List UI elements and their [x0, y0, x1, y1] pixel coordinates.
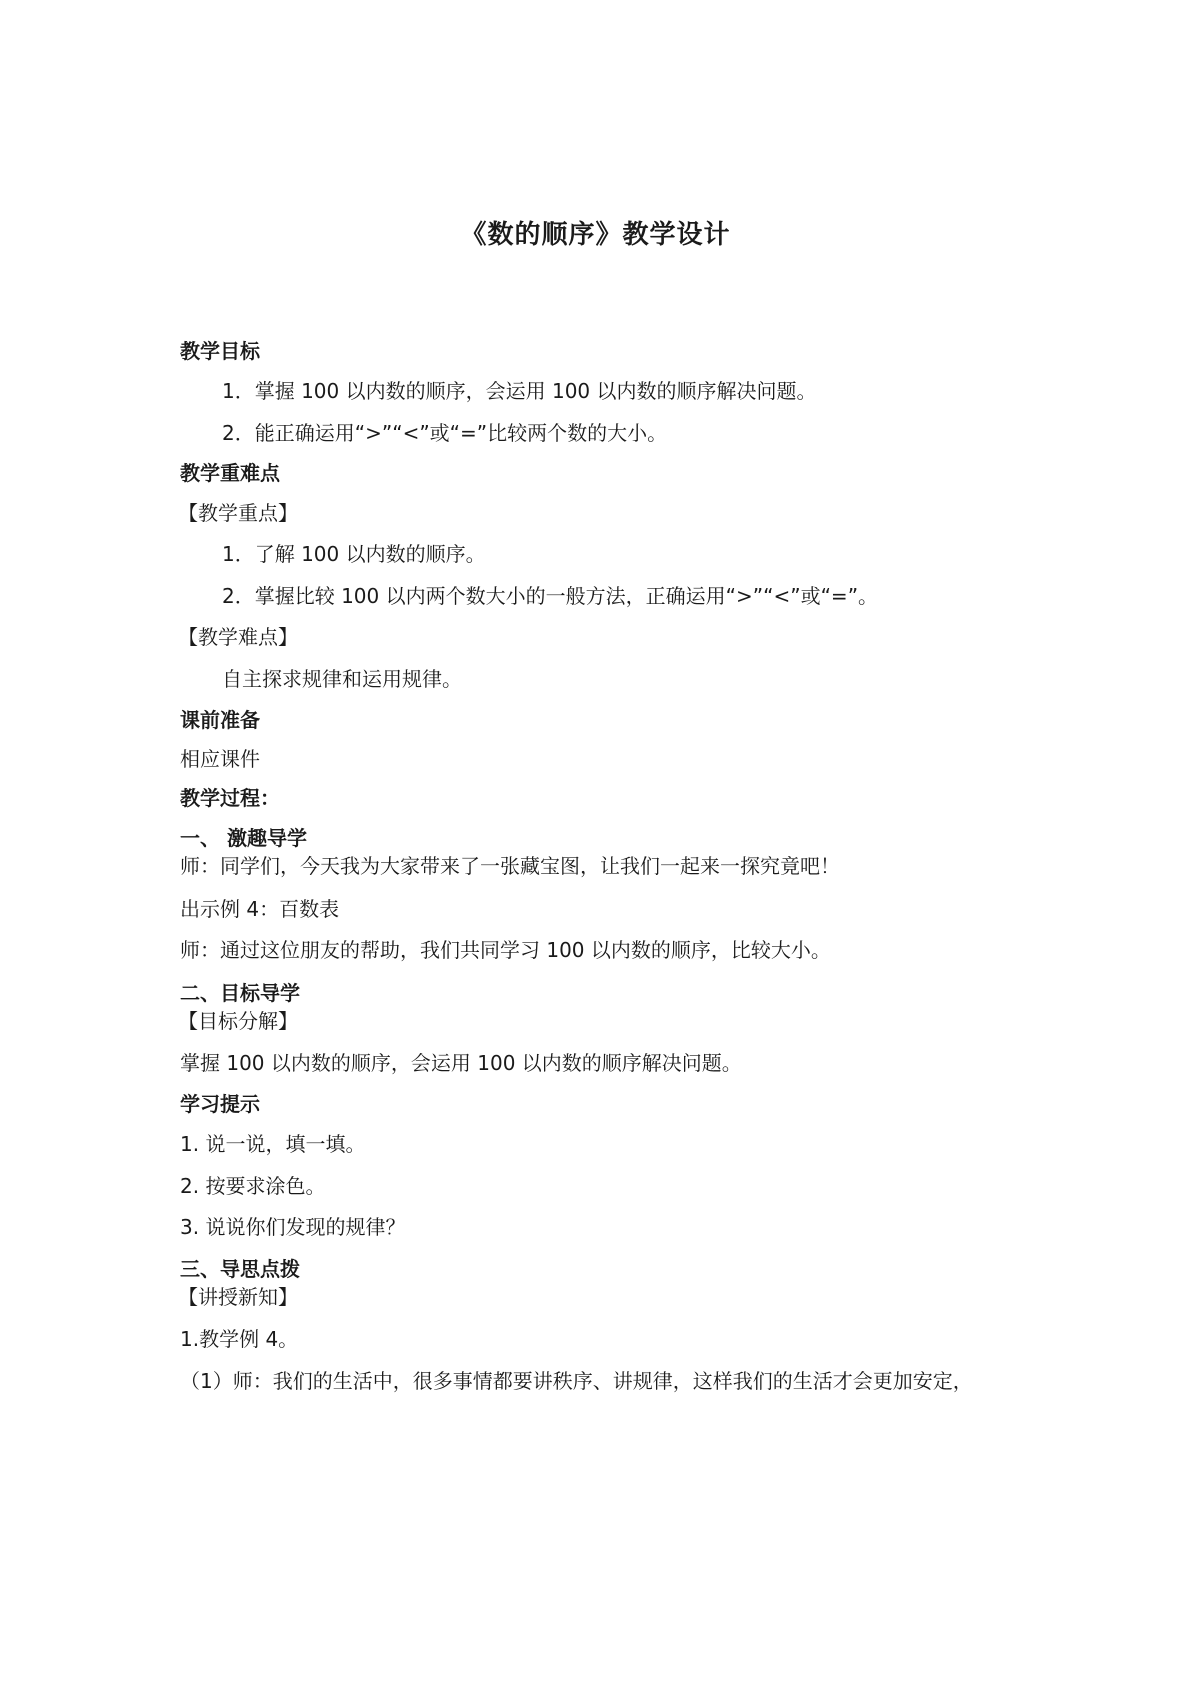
part3-line: （1）师：我们的生活中，很多事情都要讲秩序、讲规律，这样我们的生活才会更加安定， [180, 1369, 973, 1393]
difficult-text: 自主探求规律和运用规律。 [222, 667, 462, 691]
prep-text: 相应课件 [180, 747, 260, 771]
tip-item: 1. 说一说，填一填。 [180, 1132, 366, 1156]
objective-item: 1．掌握 100 以内数的顺序，会运用 100 以内数的顺序解决问题。 [222, 379, 817, 403]
part2-text: 掌握 100 以内数的顺序，会运用 100 以内数的顺序解决问题。 [180, 1051, 742, 1075]
tips-heading: 学习提示 [180, 1092, 260, 1116]
part1-line: 师：同学们，今天我为大家带来了一张藏宝图，让我们一起来一探究竟吧！ [180, 854, 840, 878]
part1-heading: 一、 激趣导学 [180, 826, 307, 850]
tip-item: 2. 按要求涂色。 [180, 1174, 326, 1198]
part3-line: 1.教学例 4。 [180, 1327, 299, 1351]
part2-label: 【目标分解】 [178, 1009, 298, 1033]
part3-heading: 三、导思点拨 [180, 1257, 300, 1281]
difficult-label: 【教学难点】 [178, 625, 298, 649]
part2-heading: 二、目标导学 [180, 981, 300, 1005]
key-points-label: 【教学重点】 [178, 501, 298, 525]
part1-line: 出示例 4：百数表 [180, 897, 340, 921]
key-point-item: 2．掌握比较 100 以内两个数大小的一般方法，正确运用“>”“<”或“=”。 [222, 584, 879, 608]
objective-item: 2．能正确运用“>”“<”或“=”比较两个数的大小。 [222, 421, 668, 445]
part3-label: 【讲授新知】 [178, 1285, 298, 1309]
prep-heading: 课前准备 [180, 708, 260, 732]
objectives-heading: 教学目标 [180, 339, 260, 363]
tip-item: 3. 说说你们发现的规律？ [180, 1215, 406, 1239]
part1-line: 师：通过这位朋友的帮助，我们共同学习 100 以内数的顺序，比较大小。 [180, 938, 831, 962]
key-difficult-heading: 教学重难点 [180, 461, 280, 485]
document-title: 《数的顺序》教学设计 [460, 220, 731, 250]
key-point-item: 1．了解 100 以内数的顺序。 [222, 542, 486, 566]
process-heading: 教学过程： [180, 786, 280, 810]
